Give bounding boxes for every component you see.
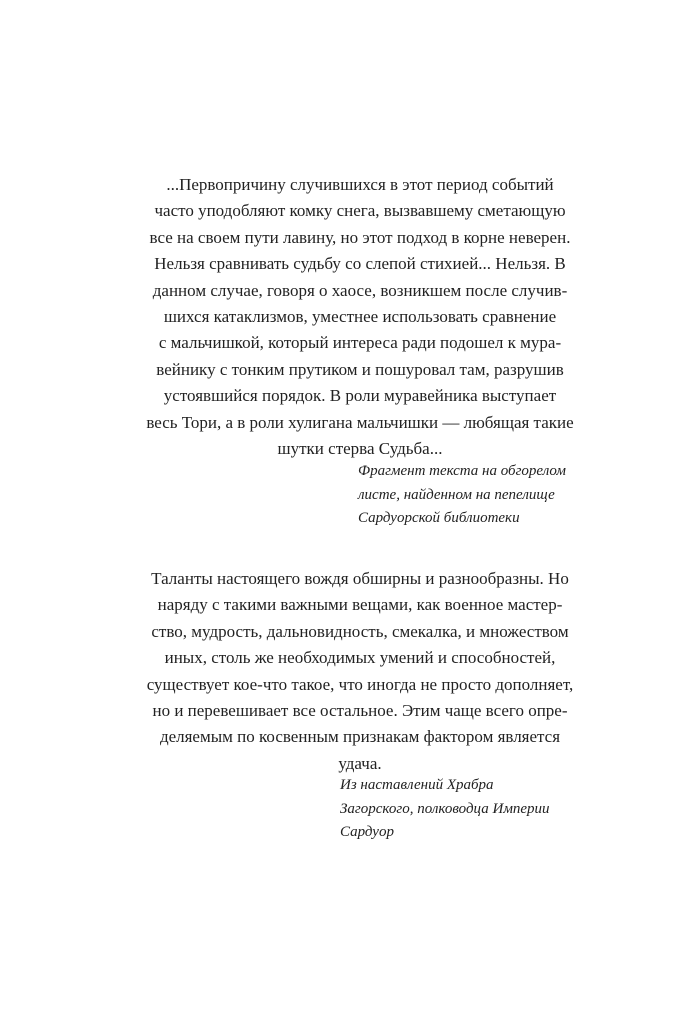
epigraph-line: весь Тори, а в роли хулигана мальчишки — любящая такие xyxy=(146,412,574,432)
epigraph-line: ство, мудрость, дальновидность, смекалка, и множеством xyxy=(151,621,569,641)
epigraph-text xyxy=(140,172,580,462)
attribution-line: листе, найденном на пепелище xyxy=(358,486,555,503)
epigraph-first xyxy=(140,172,580,462)
epigraph-line: данном случае, говоря о хаосе, возникшем после случив- xyxy=(152,280,568,300)
epigraph-attribution-first xyxy=(358,460,566,531)
epigraph-line: существует кое-что такое, что иногда не просто дополняет, xyxy=(146,674,574,694)
epigraph-line: Нельзя сравнивать судьбу со слепой стихией... Нельзя. В xyxy=(154,254,566,274)
epigraph-line: наряду с такими важными вещами, как военное мастер- xyxy=(157,595,563,615)
epigraph-text xyxy=(140,566,580,777)
attribution-line: Фрагмент текста на обгорелом xyxy=(358,463,566,479)
epigraph-line: вейнику с тонким прутиком и пошуровал там, разрушив xyxy=(156,359,564,379)
epigraph-line: иных, столь же необходимых умений и способностей, xyxy=(164,648,556,668)
epigraph-attribution-second xyxy=(340,774,550,845)
epigraph-line: ...Первопричину случившихся в этот период событий xyxy=(166,175,554,194)
epigraph-line: деляемым по косвенным признакам фактором является xyxy=(159,727,561,747)
epigraph-line: удача. xyxy=(338,753,382,773)
epigraph-line: шутки стерва Судьба... xyxy=(277,439,443,459)
attribution-line: Сардуор xyxy=(340,824,394,840)
epigraph-line: но и перевешивает все остальное. Этим чаще всего опре- xyxy=(152,701,568,721)
epigraph-line: часто уподобляют комку снега, вызвавшему сметающую xyxy=(154,201,566,221)
epigraph-line: Таланты настоящего вождя обширны и разнообразны. Но xyxy=(151,569,569,588)
epigraph-line: с мальчишкой, который интереса ради подошел к мура- xyxy=(158,333,562,353)
epigraph-line: шихся катаклизмов, уместнее использовать сравнение xyxy=(163,307,557,327)
epigraph-line: все на своем пути лавину, но этот подход в корне неверен. xyxy=(149,227,571,247)
epigraph-second xyxy=(140,566,580,777)
attribution-line: Загорского, полководца Империи xyxy=(340,800,550,817)
epigraph-line: устоявшийся порядок. В роли муравейника выступает xyxy=(163,386,557,406)
attribution-line: Из наставлений Храбра xyxy=(340,777,494,793)
attribution-line: Сардуорской библиотеки xyxy=(358,510,520,526)
